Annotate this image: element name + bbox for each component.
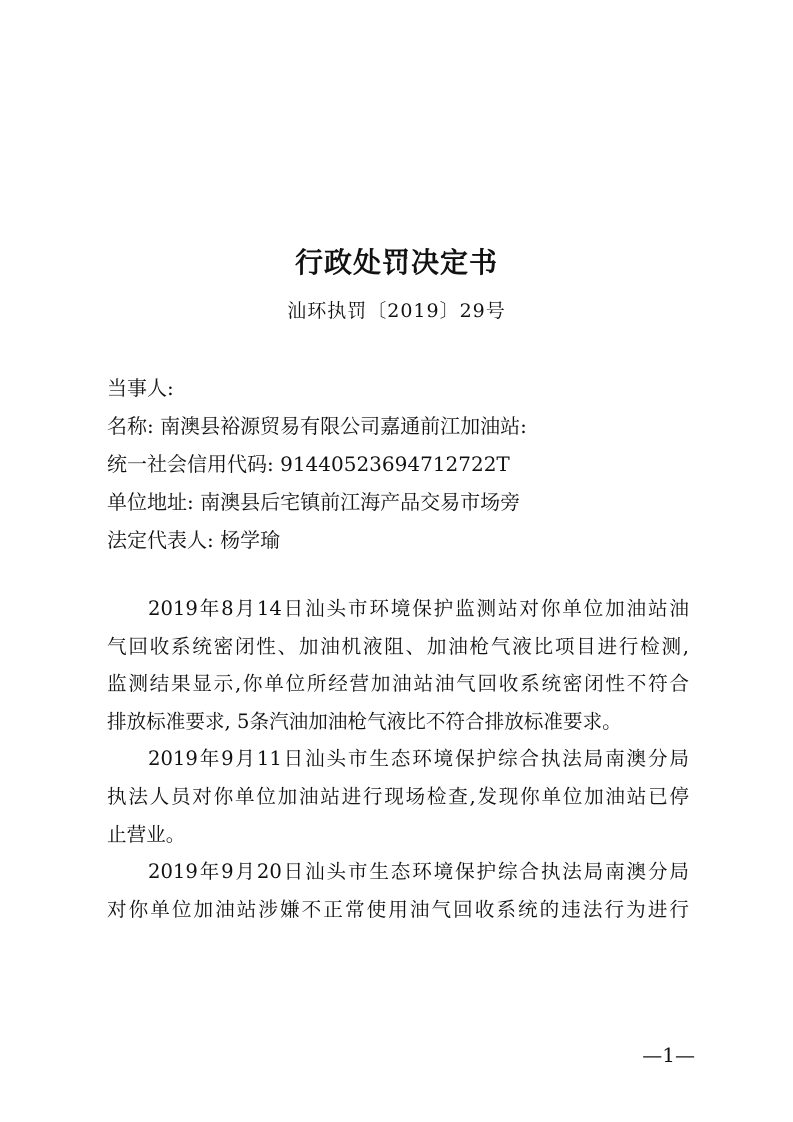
- paragraph-3-line: 2019年9月20日汕头市生态环境保护综合执法局南澳分局: [148, 860, 689, 884]
- party-name: 名称: 南澳县裕源贸易有限公司嘉通前江加油站:: [107, 414, 527, 438]
- party-info: [107, 372, 707, 562]
- paragraph-2-line: 2019年9月11日汕头市生态环境保护综合执法局南澳分局: [148, 747, 689, 771]
- body-text: [107, 592, 689, 930]
- party-label: 当事人:: [107, 376, 174, 400]
- paragraph-2-line: 止营业。: [107, 822, 186, 846]
- party-representative: 法定代表人: 杨学瑜: [107, 528, 281, 552]
- paragraph-1-line: 排放标准要求, 5条汽油加油枪气液比不符合排放标准要求。: [107, 709, 622, 733]
- paragraph-1-line: 2019年8月14日汕头市环境保护监测站对你单位加油站油: [148, 597, 689, 620]
- party-address: 单位地址: 南澳县后宅镇前江海产品交易市场旁: [107, 490, 521, 514]
- document-number: 汕环执罚〔2019〕29号: [287, 300, 506, 322]
- paragraph-3-line: 对你单位加油站涉嫌不正常使用油气回收系统的违法行为进行: [107, 897, 689, 921]
- document-title: 行政处罚决定书: [294, 246, 498, 279]
- party-credit-code: 统一社会信用代码: 91440523694712722T: [107, 452, 510, 476]
- paragraph-1-line: 监测结果显示,你单位所经营加油站油气回收系统密闭性不符合: [107, 672, 689, 696]
- paragraph-2-line: 执法人员对你单位加油站进行现场检查,发现你单位加油站已停: [107, 784, 689, 808]
- paragraph-1-line: 气回收系统密闭性、加油机液阻、加油枪气液比项目进行检测,: [107, 634, 689, 658]
- page-number: —1—: [642, 1043, 695, 1067]
